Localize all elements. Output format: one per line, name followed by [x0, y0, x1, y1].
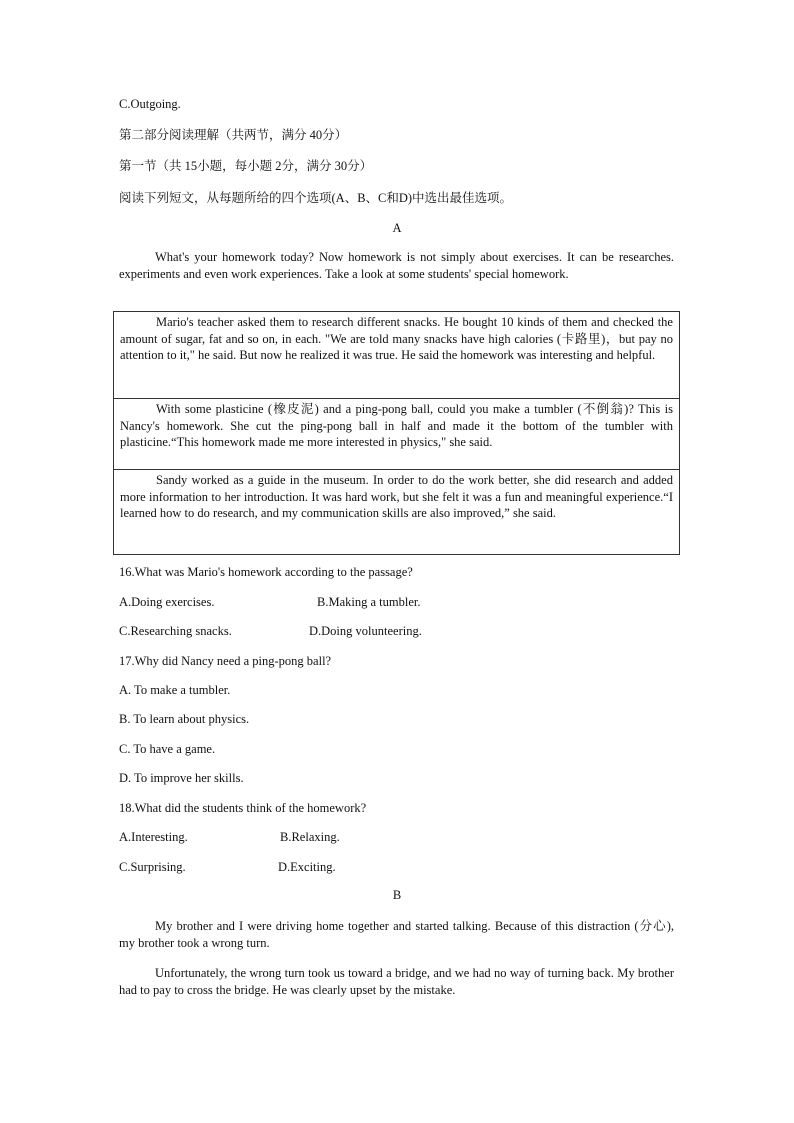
homework-examples-table: [113, 311, 680, 555]
question-18-option-b[interactable]: B.Relaxing.: [280, 830, 340, 844]
instruction: 阅读下列短文，从每题所给的四个选项(A、B、C和D)中选出最佳选项。: [119, 191, 513, 205]
passage-a-label: A: [392, 221, 402, 235]
question-18-option-c[interactable]: C.Surprising.: [119, 860, 186, 874]
mario-homework-cell: Mario's teacher asked them to research different snacks. He bought 10 kinds of them and checked the amount of sugar, fat and so on, in each. "We are told many snacks have high calories (卡路里)，but pay no attention to it," he said. But now he realized it was true. He said the homework was interesting and helpful.: [120, 315, 673, 362]
part-title: 第二部分阅读理解（共两节，满分 40分）: [119, 128, 348, 142]
question-17-option-b[interactable]: B. To learn about physics.: [119, 712, 250, 726]
previous-option-c: C.Outgoing.: [119, 97, 181, 111]
question-18-option-a[interactable]: A.Interesting.: [119, 830, 188, 844]
question-16-option-c[interactable]: C.Researching snacks.: [119, 624, 232, 638]
question-17-option-d[interactable]: D. To improve her skills.: [119, 771, 244, 785]
passage-a-intro: What's your homework today? Now homework is not simply about exercises. It can be researches. experiments and even work experiences. Take a look at some students' special homework.: [119, 250, 674, 281]
question-18-option-d[interactable]: D.Exciting.: [278, 860, 336, 874]
passage-b-paragraph-1: My brother and I were driving home together and started talking. Because of this distraction (分心), my brother took a wrong turn.: [119, 919, 674, 950]
question-17-stem: 17.Why did Nancy need a ping-pong ball?: [119, 654, 332, 668]
section-title: 第一节（共 15小题，每小题 2分，满分 30分）: [119, 159, 373, 173]
sandy-homework-cell: Sandy worked as a guide in the museum. In order to do the work better, she did research and added more information to her introduction. It was hard work, but she felt it was a fun and meaningful experience.“I learned how to do research, and my communication skills are also improved,” she said.: [114, 469, 679, 554]
question-17-option-c[interactable]: C. To have a game.: [119, 742, 216, 756]
question-17-option-a[interactable]: A. To make a tumbler.: [119, 683, 231, 697]
question-18-stem: 18.What did the students think of the homework?: [119, 801, 367, 815]
question-16-stem: 16.What was Mario's homework according to the passage?: [119, 565, 413, 579]
passage-b-label: B: [392, 888, 402, 902]
passage-b-paragraph-2: Unfortunately, the wrong turn took us toward a bridge, and we had no way of turning back. My brother had to pay to cross the bridge. He was clearly upset by the mistake.: [119, 966, 674, 997]
question-16-option-a[interactable]: A.Doing exercises.: [119, 595, 215, 609]
nancy-homework-cell: With some plasticine (橡皮泥) and a ping-pong ball, could you make a tumbler (不倒翁)? This is Nancy's homework. She cut the ping-pong ball in half and made it the bottom of the tumbler with plasticine.“This homework made me more interested in physics," she said.: [114, 398, 679, 469]
question-16-option-d[interactable]: D.Doing volunteering.: [309, 624, 422, 638]
question-16-option-b[interactable]: B.Making a tumbler.: [317, 595, 421, 609]
